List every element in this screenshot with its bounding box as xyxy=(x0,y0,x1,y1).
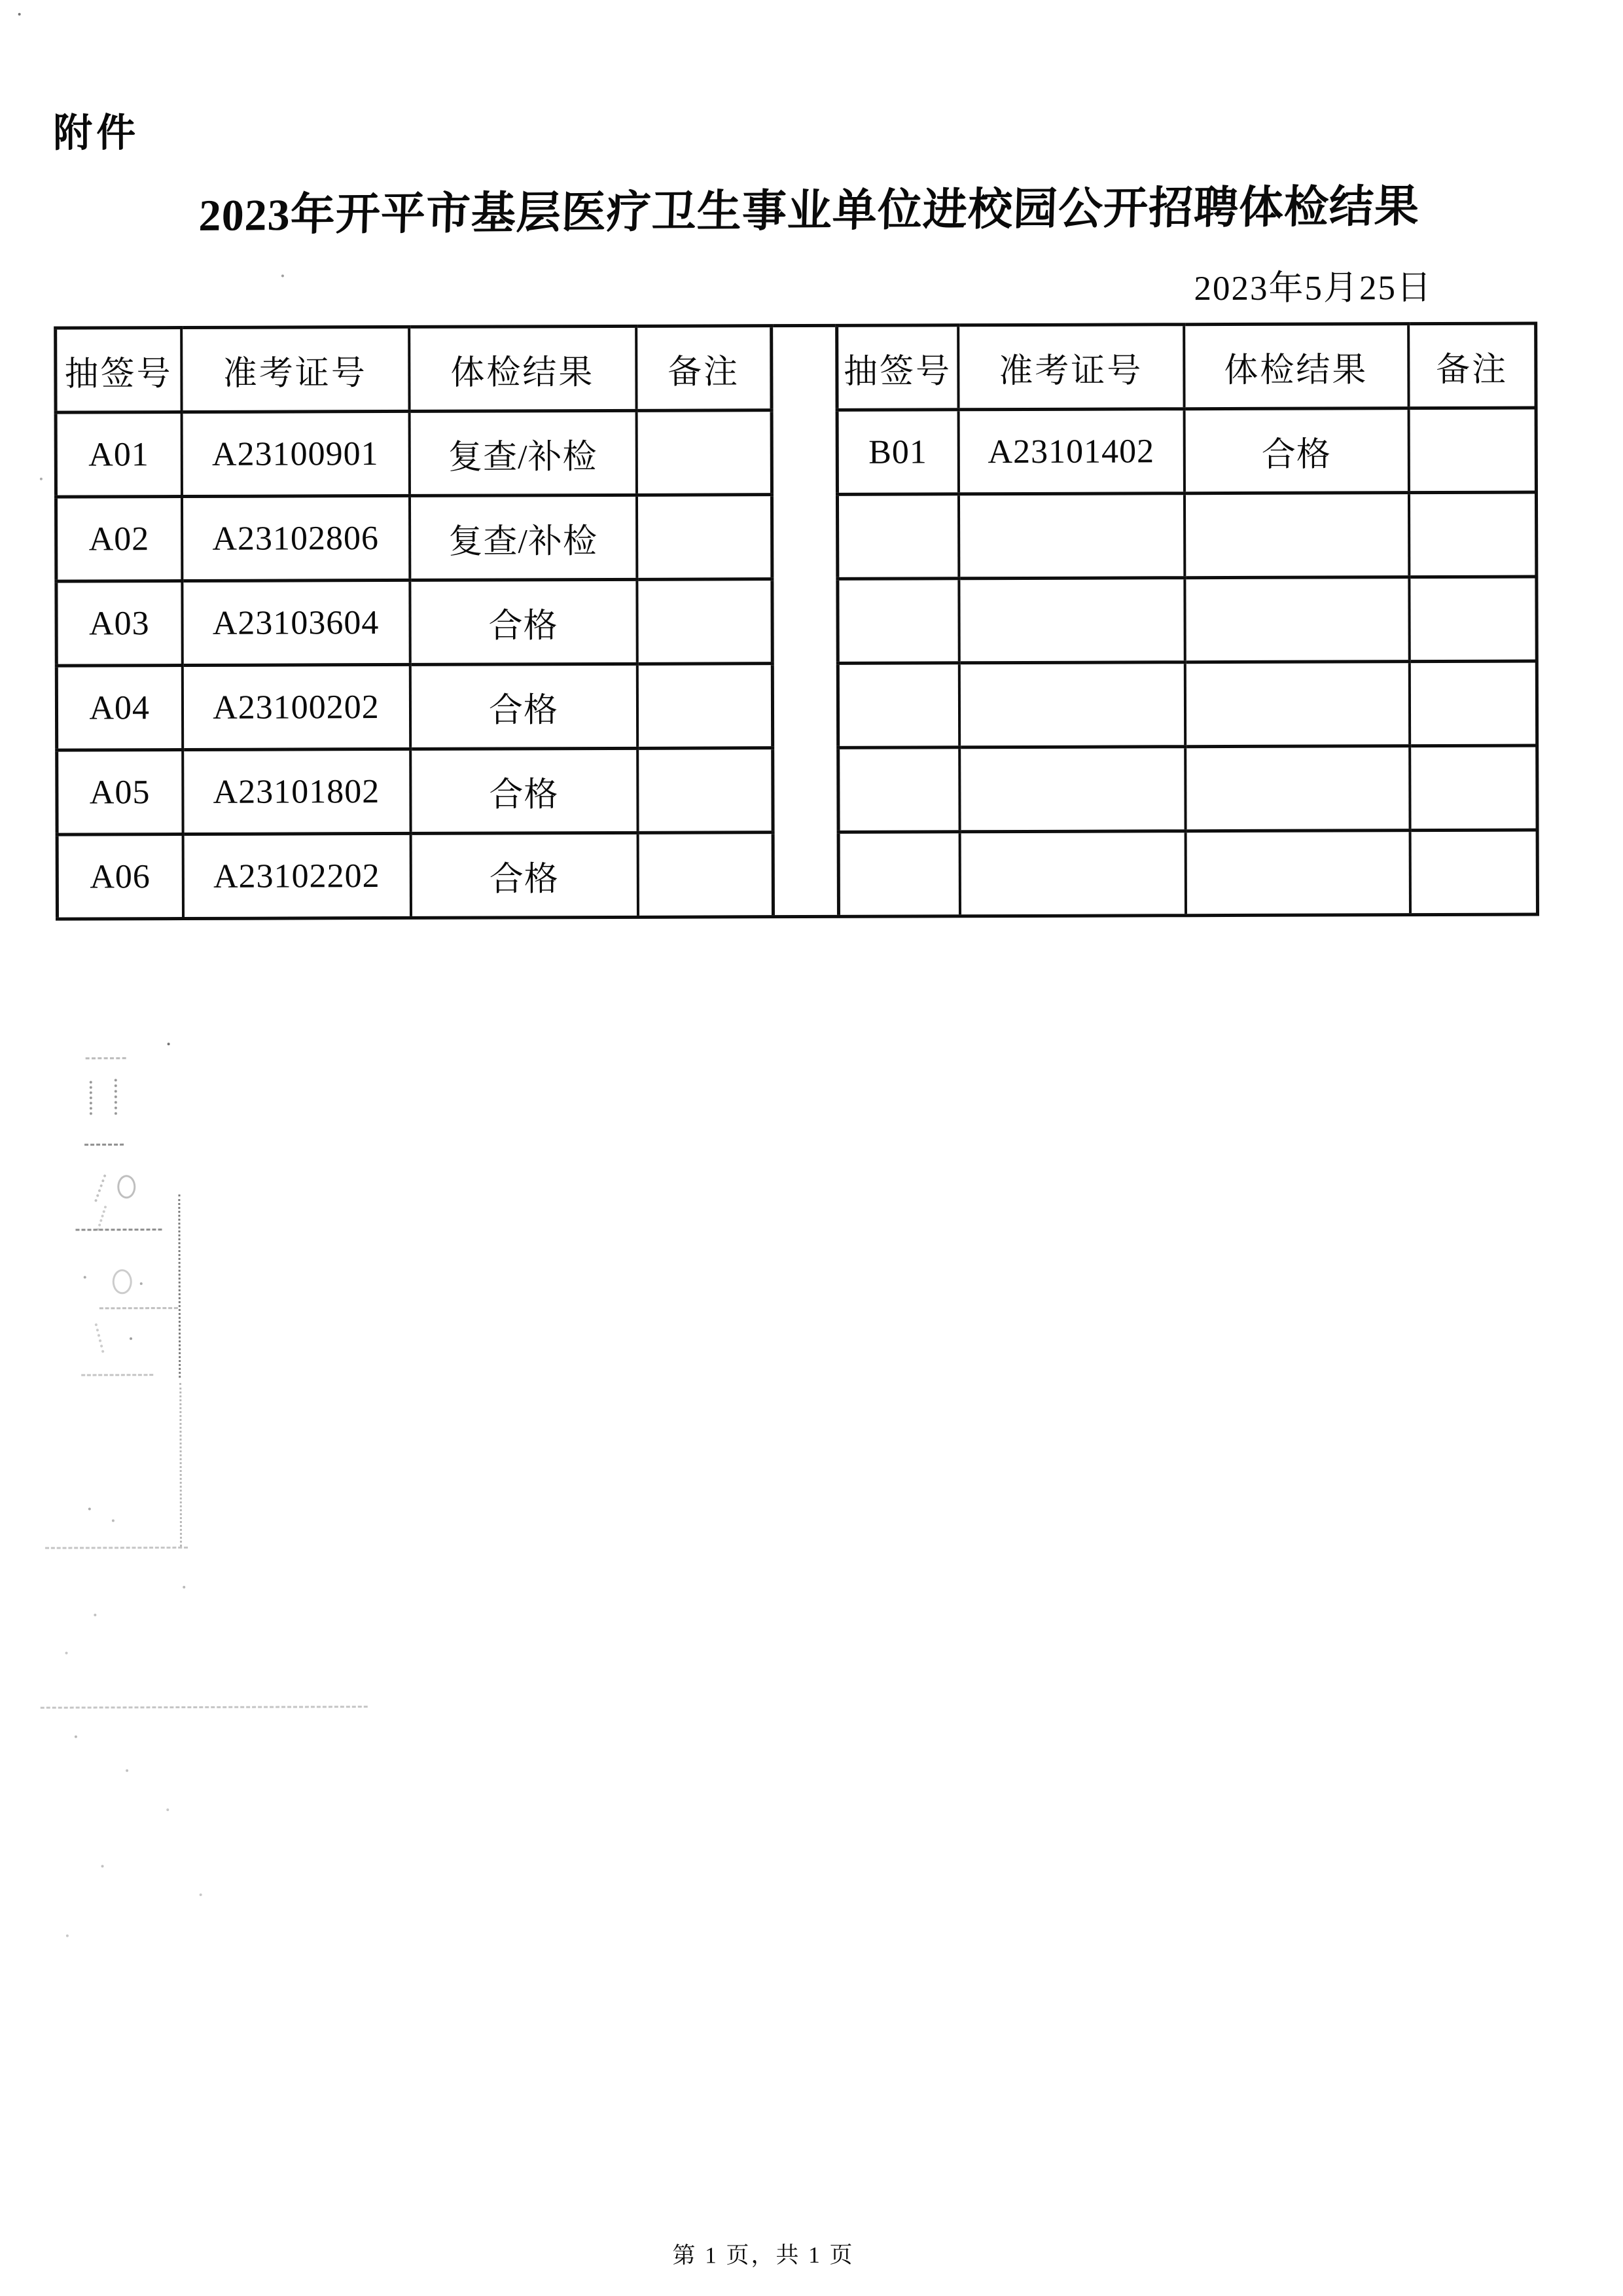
scan-artifact xyxy=(101,1865,104,1867)
cell-exam-result xyxy=(1185,746,1410,831)
cell-ticket-number xyxy=(959,662,1185,747)
header-row xyxy=(56,326,772,412)
scan-artifact xyxy=(84,1276,86,1278)
cell-ticket-number: A23101802 xyxy=(183,749,410,834)
scan-artifact xyxy=(140,1282,143,1285)
scan-artifact xyxy=(166,1808,169,1811)
scan-artifact xyxy=(115,1079,117,1115)
table-row xyxy=(838,745,1537,832)
scan-artifact xyxy=(113,1269,132,1294)
scan-artifact xyxy=(96,1206,107,1231)
cell-lot-number xyxy=(838,663,959,748)
scan-artifact xyxy=(178,1194,181,1378)
table-row xyxy=(56,579,772,666)
cell-note xyxy=(1408,492,1536,577)
results-tables xyxy=(54,322,1539,921)
scan-artifact xyxy=(66,1935,69,1937)
table-row xyxy=(56,664,772,750)
scan-artifact xyxy=(281,275,284,278)
cell-ticket-number: A23101402 xyxy=(958,409,1184,494)
column-header-result: 体检结果 xyxy=(409,326,636,411)
cell-note xyxy=(1410,830,1537,915)
cell-lot-number: A04 xyxy=(56,666,182,751)
column-header-note: 备注 xyxy=(636,326,772,411)
cell-note xyxy=(1410,745,1537,831)
table-row xyxy=(838,830,1537,916)
cell-exam-result: 合格 xyxy=(410,664,637,749)
document-title: 2023年开平市基层医疗卫生事业单位进校园公开招聘体检结果 xyxy=(198,181,1421,241)
scan-artifact xyxy=(84,1143,124,1145)
scan-artifact xyxy=(112,1519,115,1522)
header-row xyxy=(837,323,1536,410)
cell-note xyxy=(1409,577,1537,662)
scan-artifact xyxy=(75,1229,162,1230)
scan-artifact xyxy=(99,1307,178,1309)
cell-exam-result: 合格 xyxy=(1184,408,1408,493)
table-row xyxy=(57,748,773,834)
cell-ticket-number xyxy=(959,578,1185,663)
cell-lot-number xyxy=(838,579,959,664)
cell-note xyxy=(637,833,773,918)
column-header-lot: 抽签号 xyxy=(56,328,181,413)
cell-lot-number xyxy=(837,494,958,579)
cell-note xyxy=(636,410,772,495)
results-table-right xyxy=(835,322,1539,918)
column-header-ticket: 准考证号 xyxy=(181,327,409,412)
results-table-left xyxy=(54,324,775,920)
scan-artifact xyxy=(183,1586,185,1588)
cell-ticket-number xyxy=(958,493,1184,579)
cell-lot-number: A03 xyxy=(56,581,182,666)
scan-artifact xyxy=(18,13,21,16)
cell-ticket-number: A23100202 xyxy=(182,664,410,749)
scan-artifact xyxy=(130,1337,132,1340)
cell-ticket-number: A23100901 xyxy=(181,411,409,496)
cell-ticket-number xyxy=(959,831,1185,916)
table-row xyxy=(56,495,772,581)
scan-artifact xyxy=(94,1613,96,1616)
scan-artifact xyxy=(90,1081,92,1115)
document-date: 2023年5月25日 xyxy=(1194,269,1433,308)
cell-ticket-number: A23102202 xyxy=(183,833,410,918)
cell-lot-number: A06 xyxy=(57,834,183,920)
cell-note xyxy=(637,579,772,664)
cell-lot-number: A02 xyxy=(56,497,181,582)
scan-artifact xyxy=(41,1706,368,1709)
scan-artifact xyxy=(94,1323,104,1354)
cell-lot-number: B01 xyxy=(837,410,958,495)
cell-note xyxy=(1409,661,1537,746)
scan-artifact xyxy=(94,1174,107,1202)
scan-artifact xyxy=(179,1383,182,1547)
cell-exam-result: 复查/补检 xyxy=(409,495,636,580)
scan-artifact xyxy=(126,1769,128,1772)
scan-artifact xyxy=(117,1175,135,1198)
cell-ticket-number: A23102806 xyxy=(181,495,409,581)
cell-note xyxy=(1408,408,1536,493)
cell-exam-result: 复查/补检 xyxy=(409,410,636,495)
table-row xyxy=(57,833,773,919)
cell-note xyxy=(636,495,772,580)
cell-lot-number xyxy=(838,832,959,917)
cell-ticket-number xyxy=(959,747,1185,832)
cell-lot-number: A05 xyxy=(57,750,183,835)
table-row xyxy=(837,492,1536,579)
page-footer: 第 1 页，共 1 页 xyxy=(672,2242,855,2269)
table-gap-spacer xyxy=(773,324,837,918)
scan-artifact xyxy=(40,478,43,480)
cell-exam-result: 合格 xyxy=(410,579,637,664)
cell-exam-result xyxy=(1184,493,1408,578)
column-header-result: 体检结果 xyxy=(1184,324,1408,409)
cell-note xyxy=(637,664,772,749)
cell-note xyxy=(637,748,773,833)
scan-artifact xyxy=(75,1736,77,1738)
cell-exam-result xyxy=(1185,662,1409,747)
cell-lot-number: A01 xyxy=(56,412,181,497)
cell-exam-result xyxy=(1185,831,1410,916)
scan-artifact xyxy=(65,1652,68,1655)
column-header-lot: 抽签号 xyxy=(837,325,958,410)
scan-artifact xyxy=(86,1057,126,1059)
column-header-note: 备注 xyxy=(1408,323,1536,408)
table-row xyxy=(838,661,1537,747)
scan-artifact xyxy=(45,1547,188,1549)
cell-exam-result xyxy=(1185,577,1409,662)
table-row xyxy=(838,577,1537,663)
scan-artifact xyxy=(88,1507,91,1510)
table-row xyxy=(56,410,772,497)
cell-ticket-number: A23103604 xyxy=(182,580,410,665)
column-header-ticket: 准考证号 xyxy=(958,325,1184,410)
scan-artifact xyxy=(168,1043,170,1045)
table-row xyxy=(837,408,1536,494)
attachment-label: 附件 xyxy=(53,111,140,155)
scan-artifact xyxy=(200,1893,202,1896)
cell-exam-result: 合格 xyxy=(410,748,637,833)
cell-exam-result: 合格 xyxy=(410,833,637,918)
scan-artifact xyxy=(81,1374,153,1376)
cell-lot-number xyxy=(838,747,959,833)
